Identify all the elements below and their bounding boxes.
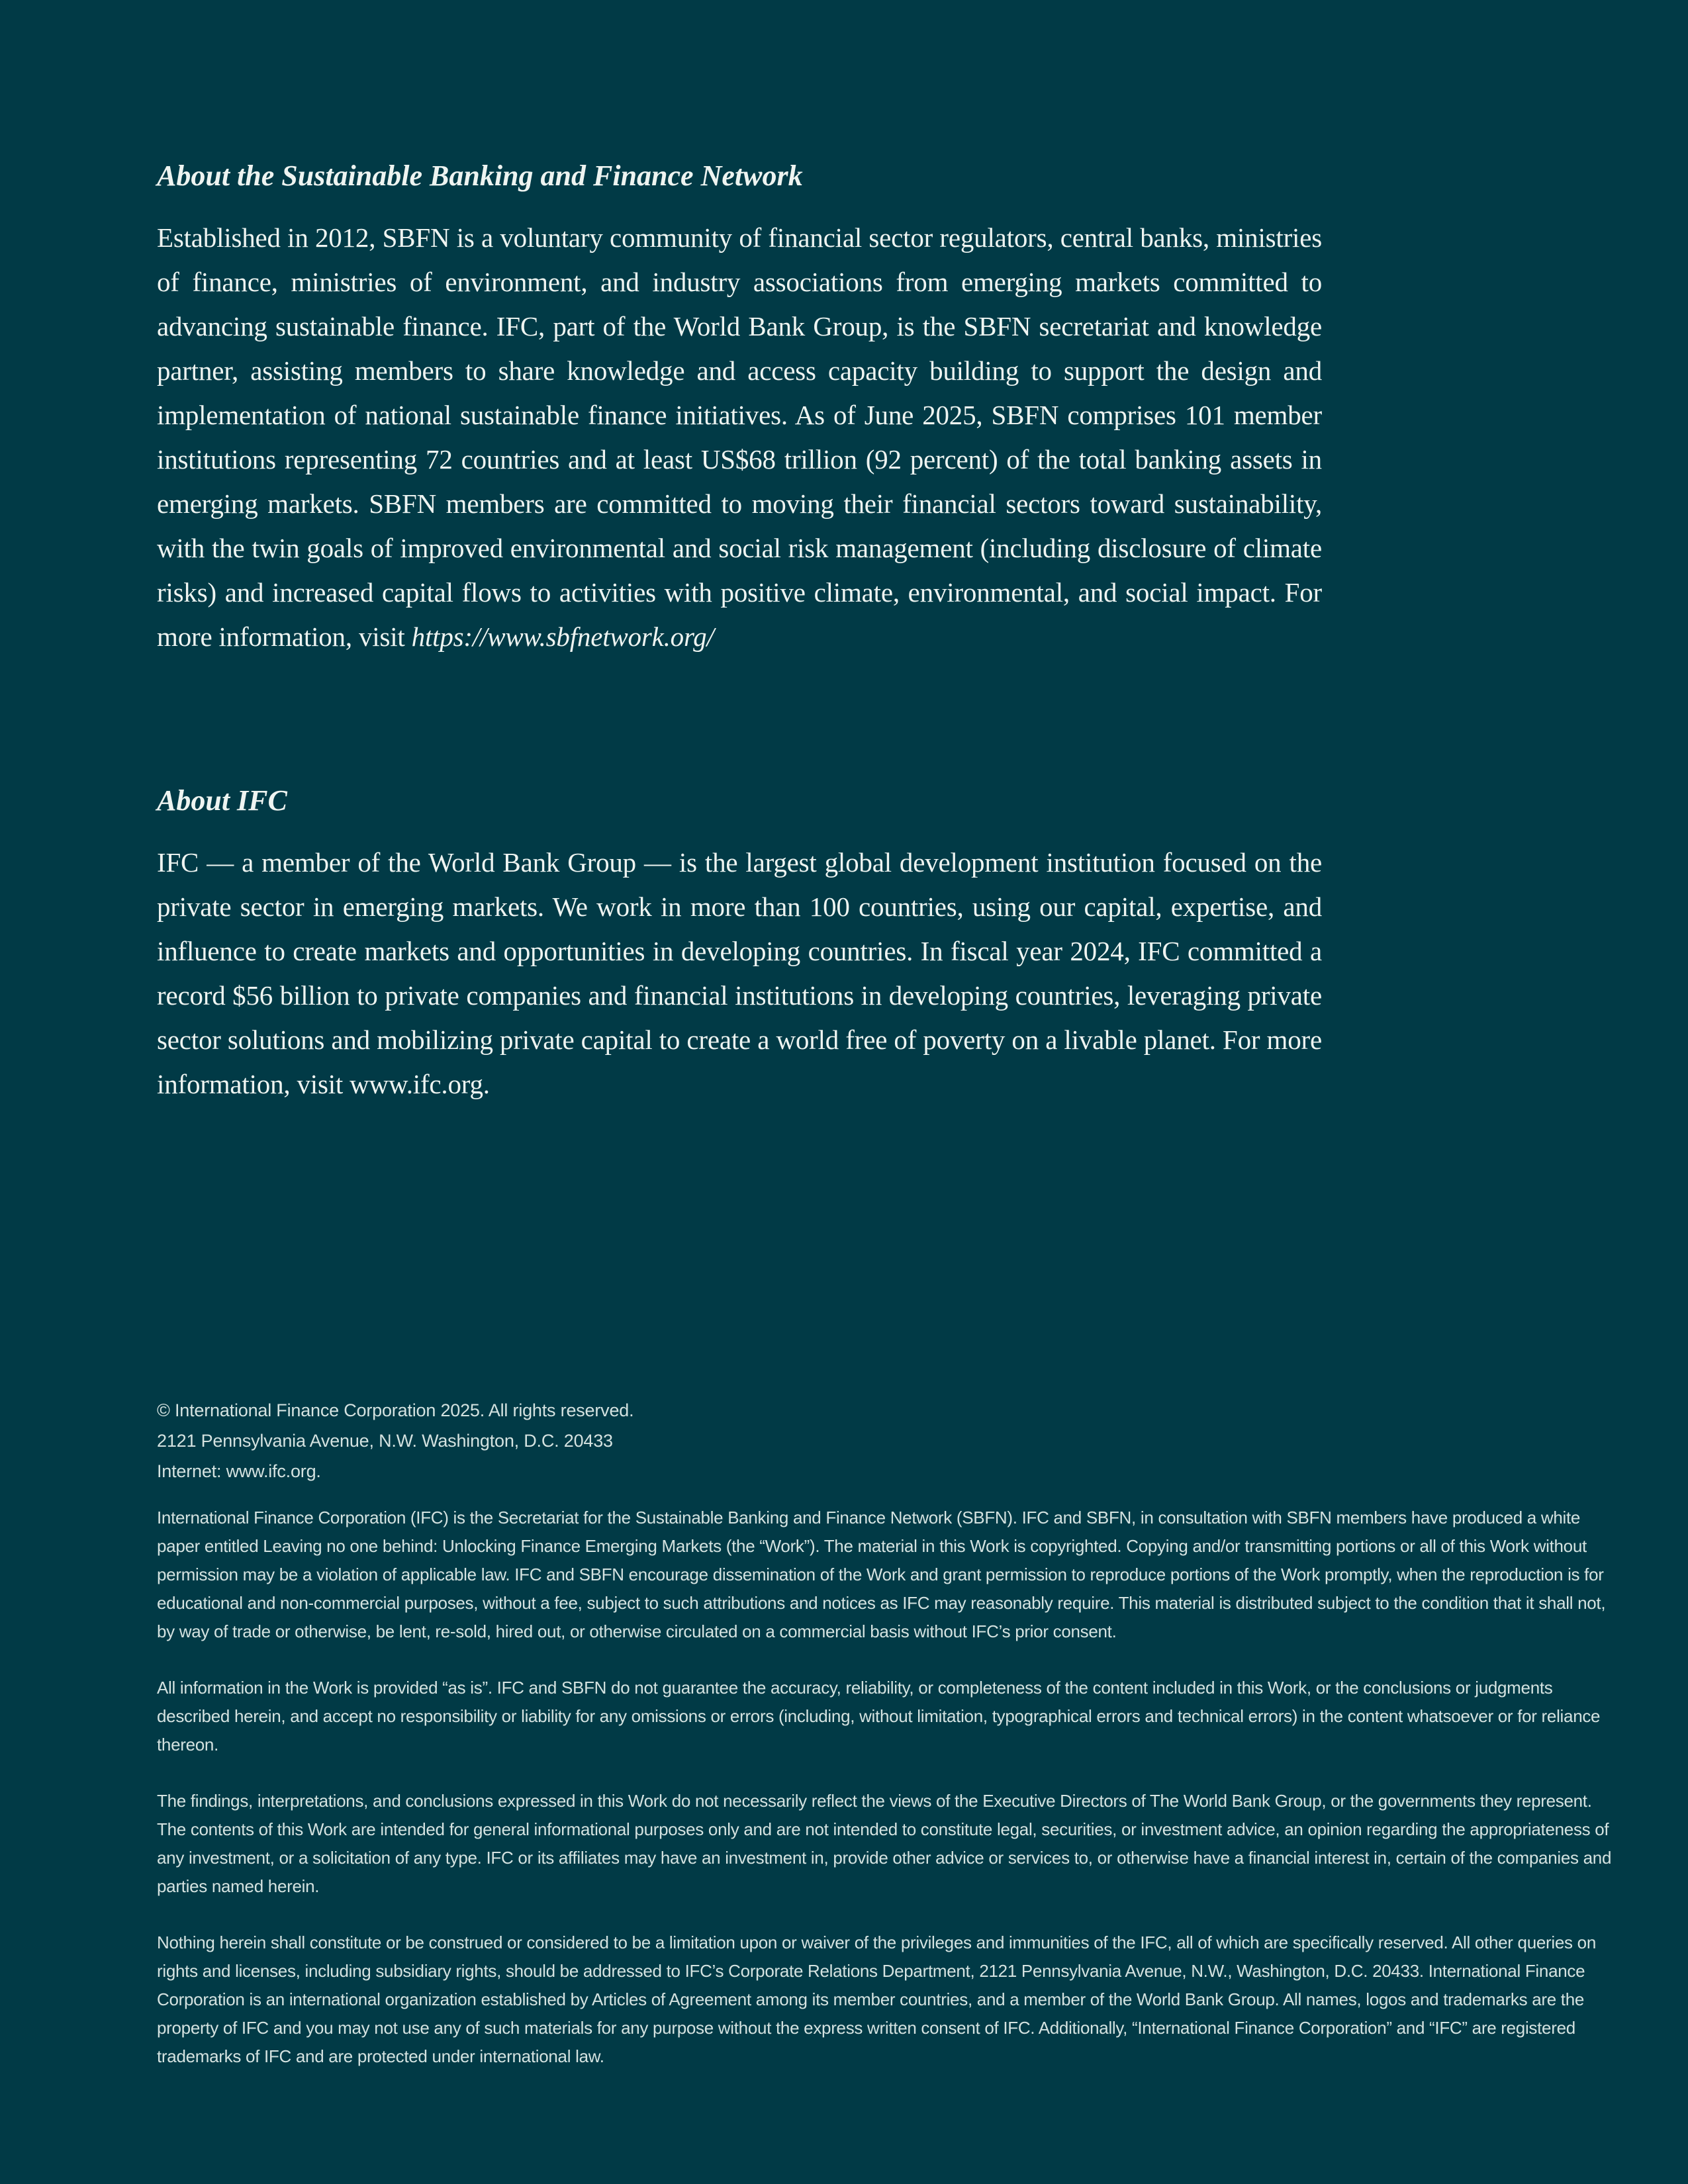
about-ifc-paragraph: IFC — a member of the World Bank Group — is the largest global development institution focused on the private sector in emerging markets. We work in more than 100 countries, using our capital, expertise, and influence to create markets and opportunities in developing countries. In fiscal year 2024, IFC committed a record $56 billion to private companies and financial institutions in developing countries, leveraging private sector solutions and mobilizing private capital to create a world free of poverty on a livable planet. For more information, visit www.ifc.org. [157,847,1322,1099]
legal-paragraph-3: The findings, interpretations, and conclusions expressed in this Work do not necessarily reflect the views of the Executive Directors of The World Bank Group, or the governments they represent. The contents of this Work are intended for general informational purposes only and are not intended to constitute legal, securities, or investment advice, an opinion regarding the appropriateness of any investment, or a solicitation of any type. IFC or its affiliates may have an investment in, provide other advice or services to, or otherwise have a financial interest in, certain of the companies and parties named herein. [157,1791,1612,1896]
address-line: 2121 Pennsylvania Avenue, N.W. Washington, D.C. 20433 [157,1431,613,1451]
sbfn-website-link[interactable]: https://www.sbfnetwork.org/ [411,621,714,652]
about-ifc-heading: About IFC [157,784,287,817]
about-sbfn-text: Established in 2012, SBFN is a voluntary community of financial sector regulators, central banks, ministries of finance, ministries of environment, and industry associations from emerging markets committed to advancing sustainable finance. IFC, part of the World Bank Group, is the SBFN secretariat and knowledge partner, assisting members to share knowledge and access capacity building to support the design and implementation of national sustainable finance initiatives. As of June 2025, SBFN comprises 101 member institutions representing 72 countries and at least US$68 trillion (92 percent) of the total banking assets in emerging markets. SBFN members are committed to moving their financial sectors toward sustainability, with the twin goals of improved environmental and social risk management (including disclosure of climate risks) and increased capital flows to activities with positive climate, environmental, and social impact. For more information, visit [157,222,1322,652]
colophon [157,1395,1613,2099]
about-sbfn-paragraph [157,216,1322,659]
internet-line: Internet: www.ifc.org. [157,1461,321,1481]
legal-paragraph-4: Nothing herein shall constitute or be construed or considered to be a limitation upon or waiver of the privileges and immunities of the IFC, all of which are specifically reserved. All other queries on rights and licenses, including subsidiary rights, should be addressed to IFC’s Corporate Relations Department, 2121 Pennsylvania Avenue, N.W., Washington, D.C. 20433. International Finance Corporation is an international organization established by Articles of Agreement among its member countries, and a member of the World Bank Group. All names, logos and trademarks are the property of IFC and you may not use any of such materials for any purpose without the express written consent of IFC. Additionally, “International Finance Corporation” and “IFC” are registered trademarks of IFC and are protected under international law. [157,1933,1596,2066]
copyright-line: © International Finance Corporation 2025. All rights reserved. [157,1400,634,1420]
copyright-block [157,1395,1613,1486]
about-sbfn-heading: About the Sustainable Banking and Finance Network [157,159,803,192]
legal-paragraph-2: All information in the Work is provided “as is”. IFC and SBFN do not guarantee the accuracy, reliability, or completeness of the content included in this Work, or the conclusions or judgments described herein, and accept no responsibility or liability for any omissions or errors (including, without limitation, typographical errors and technical errors) in the content whatsoever or for reliance thereon. [157,1678,1601,1754]
about-ifc-section [157,784,1322,1107]
legal-paragraph-1: International Finance Corporation (IFC) is the Secretariat for the Sustainable Banking and Finance Network (SBFN). IFC and SBFN, in consultation with SBFN members have produced a white paper entitled Leaving no one behind: Unlocking Finance Emerging Markets (the “Work”). The material in this Work is copyrighted. Copying and/or transmitting portions or all of this Work without permission may be a violation of applicable law. IFC and SBFN encourage dissemination of the Work and grant permission to reproduce portions of the Work promptly, when the reproduction is for educational and non-commercial purposes, without a fee, subject to such attributions and notices as IFC may reasonably require. This material is distributed subject to the condition that it shall not, by way of trade or otherwise, be lent, re-sold, hired out, or otherwise circulated on a commercial basis without IFC’s prior consent. [157,1508,1606,1641]
about-sbfn-section [157,159,1322,659]
